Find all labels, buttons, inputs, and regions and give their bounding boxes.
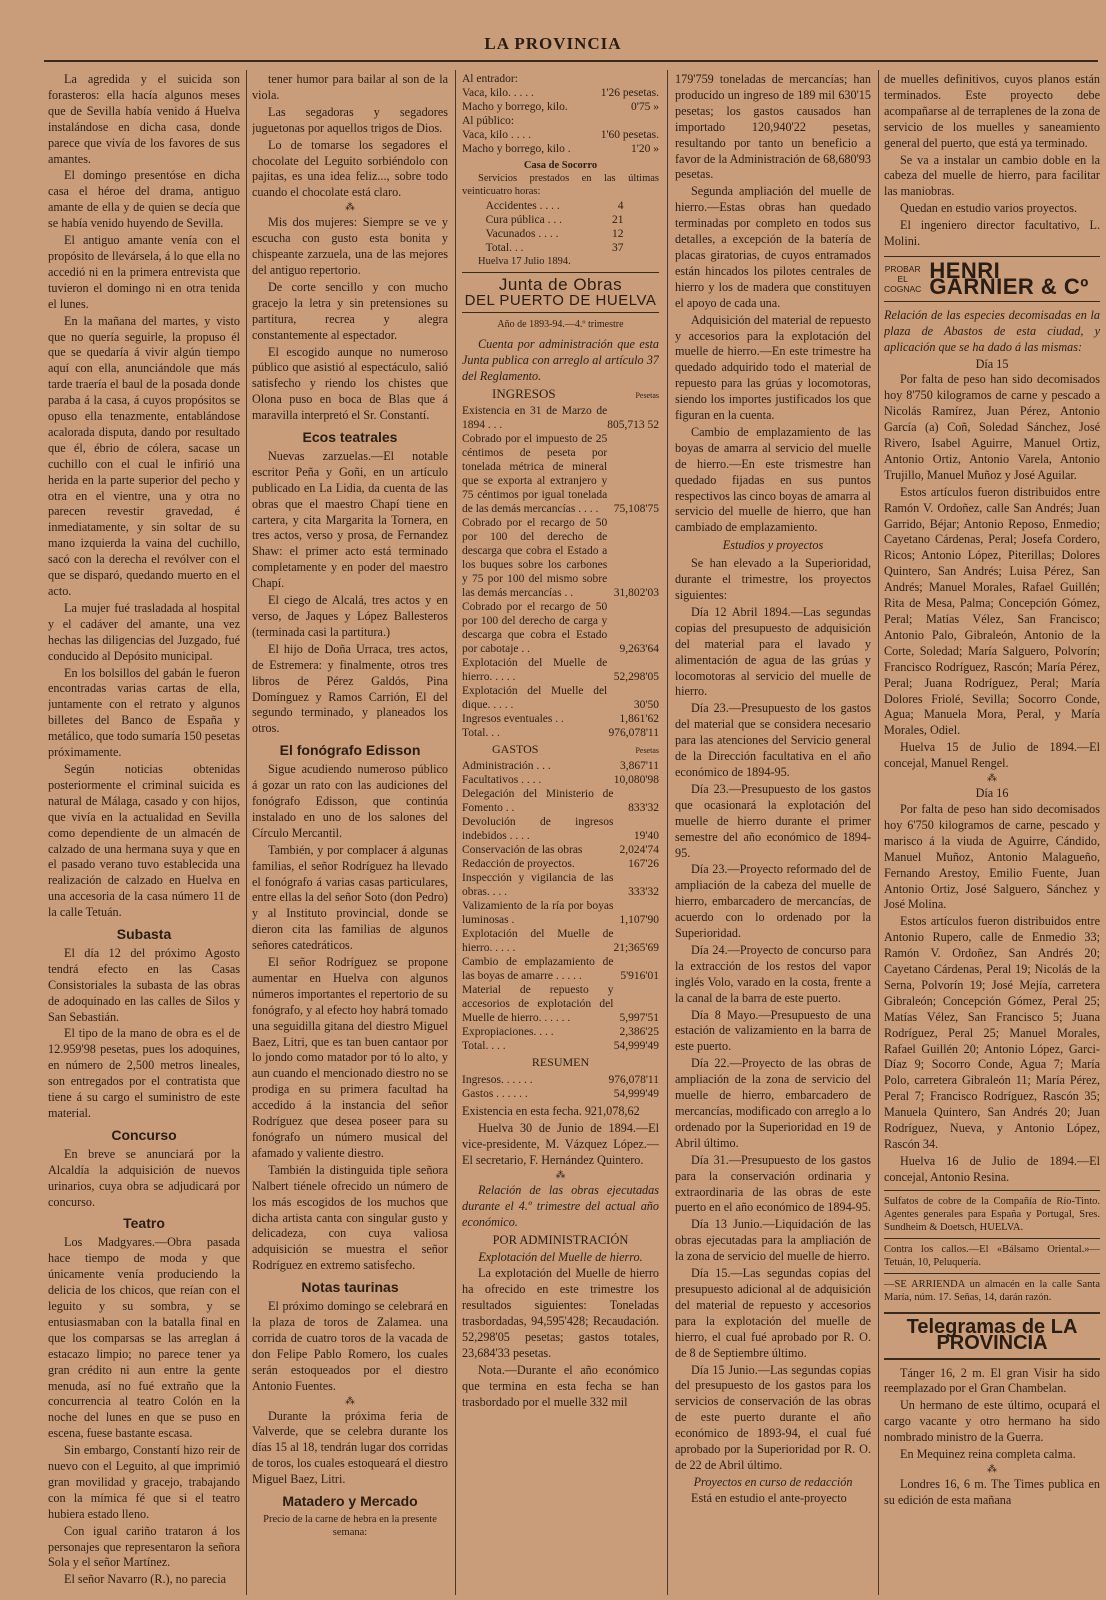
paragraph: La agredida y el suicida son forasteros: ella hacía algunos meses que de Sevilla había venido á Huelva instalándose en dicha casa, donde parece que vivía de los favores de sus amantes. xyxy=(48,72,240,166)
row-label: Existencia en 31 de Marzo de 1894 . . . xyxy=(462,405,608,432)
row-label: Total. . . xyxy=(462,727,500,740)
paragraph: Mis dos mujeres: Siempre se ve y escucha con gusto esta bonita y chispeante zarzuela, una de las mejores del antiguo repertorio. xyxy=(252,215,448,277)
paragraph: Nuevas zarzuelas.—El notable escritor Peña y Goñi, en un artículo publicado en La Lidia, da cuenta de las obras que el maestro Chapí tiene en cartera, y cita Margarita la Tornera, en tres actos, verso y prosa, de Fernandez Shaw: el primer acto está terminado completamente y en poder del maestro Chapí. xyxy=(252,448,448,591)
row-label: Explotación del Muelle de hierro. . . . . xyxy=(462,928,614,955)
page-title: LA PROVINCIA xyxy=(484,34,622,53)
column-divider xyxy=(878,70,879,1595)
row-value: 30'50 xyxy=(633,699,659,712)
column-divider xyxy=(667,70,668,1595)
paragraph: El antiguo amante venía con el propósito de llevársela, á lo que ella no accedió ni en la primera entrevista que tuvieron el domingo ni en otra tenida el lunes. xyxy=(48,233,240,311)
row-value: 21;365'69 xyxy=(613,942,659,955)
paragraph: Tánger 16, 2 m. El gran Visir ha sido reemplazado por el Gran Chambelan. xyxy=(884,1365,1100,1396)
proyectos-heading: Proyectos en curso de redacción xyxy=(693,1474,853,1489)
row-value: 19'40 xyxy=(633,830,659,843)
masthead xyxy=(0,0,1106,62)
classified-ad: —SE ARRIENDA un almacén en la calle Santa María, núm. 17. Señas, 14, darán razón. xyxy=(884,1273,1100,1304)
classified-ad: Contra los callos.—El «Bálsamo Oriental.»—Tetuán, 10, Peluquería. xyxy=(884,1238,1100,1269)
column-1 xyxy=(48,72,240,1592)
table-row xyxy=(462,726,659,740)
paragraph: Sin embargo, Constantí hizo reir de nuevo con el Leguito, al que imprimió gran movilidad y gracejo, trabajando con la mímica fé que si el teatro hubiera estado lleno. xyxy=(48,1443,240,1521)
table-row xyxy=(486,199,624,213)
table-row xyxy=(462,128,659,142)
paragraph: Londres 16, 6 m. The Times publica en su edición de esta mañana xyxy=(884,1476,1100,1507)
paragraph: Día 8 Mayo.—Presupuesto de una estación de valizamiento en la barra de este puerto. xyxy=(675,1007,871,1054)
paragraph: Día 23.—Proyecto reformado del de ampliación de la cabeza del muelle de hierro, embarcadero de mercancías, de acuerdo con lo ordenado por la Superioridad. xyxy=(675,862,871,941)
paragraph: Por falta de peso han sido decomisados hoy 6'750 kilogramos de carne, pescado y marisco á la viuda de Aguirre, Cándido, Manuel Muñoz, Antonio Malagueño, Fernando Arestoy, Emilio Fuente, Juan Antonio Ortiz, José Salguero, Sánchez y José Molina. xyxy=(884,801,1100,912)
table-row xyxy=(462,656,659,684)
section-heading-fonografo: El fonógrafo Edisson xyxy=(279,742,421,759)
paragraph: La mujer fué trasladada al hospital y el cadáver del amante, una vez hechas las diligencias del Juzgado, fué conducido al Depósito municipal. xyxy=(48,600,240,663)
telegramas-heading: Telegramas de LA PROVINCIA xyxy=(884,1312,1100,1360)
cognac-advertisement xyxy=(884,256,1100,302)
row-value: 5'916'01 xyxy=(620,970,659,983)
gastos-heading: GASTOS xyxy=(492,742,539,757)
row-label: Gastos . . . . . . xyxy=(462,1088,528,1101)
table-row xyxy=(462,712,659,726)
row-label: Vaca, kilo . . . . xyxy=(462,129,531,141)
row-label: Devolución de ingresos indebidos . . . . xyxy=(462,816,614,843)
pesetas-label: Pesetas xyxy=(635,746,659,756)
asterism: ⁂ xyxy=(987,1463,997,1475)
section-heading-ecos: Ecos teatrales xyxy=(302,429,398,446)
paragraph: Día 15 Junio.—Las segundas copias del presupuesto de los gastos para los servicios de conservación de las obras de este puerto durante el año económico de 1893-94, el cual fué aprobado por la Superioridad por R. O. de 22 de Abril último. xyxy=(675,1362,871,1472)
paragraph: Día 15.—Las segundas copias del presupuesto adicional al de adquisición del material de repuesto y accesorios para la explotación del muelle de hierro, el cual fué aprobado por R. O. de 8 de Septiembre último. xyxy=(675,1266,871,1360)
row-value: 75,108'75 xyxy=(613,503,659,516)
asterism: ⁂ xyxy=(345,1395,355,1407)
socorro-heading: Casa de Socorro xyxy=(523,160,598,171)
paragraph: El día 12 del próximo Agosto tendrá efecto en las Casas Consistoriales la subasta de las obras de adoquinado en las calles de Silos y San Sebastián. xyxy=(48,945,240,1024)
row-label: Accidentes . . . . xyxy=(485,200,560,212)
ingresos-table xyxy=(462,404,659,740)
administracion-heading: POR ADMINISTRACIÓN xyxy=(492,1232,629,1247)
paragraph: Día 13 Junio.—Liquidación de las obras ejecutadas para la ampliación de la zona de servicio del muelle de hierro. xyxy=(675,1217,871,1264)
row-label: Material de repuesto y accesorios de explotación del Muelle de hierro. . . . . . xyxy=(462,984,614,1025)
row-value: 10,080'98 xyxy=(613,774,659,787)
paragraph: Se han elevado a la Superioridad, durante el trimestre, los proyectos siguientes: xyxy=(675,556,871,602)
row-label: Valizamiento de la ría por boyas luminosas . xyxy=(462,900,614,927)
paragraph: Estos artículos fueron distribuidos entre Ramón V. Ordoñez, calle San Andrés; Juan Garrido, Béjar; Antonio Reposo, Enmedio; Cayetano Cárdenas, Peral; Josefa Cordero, Ricos; Antonio López, Piterillas; Dolores Quintero, San Andrés; Luisa Pérez, San Andrés; Manuel Morales, Rafael Guillén; Rita de Mesa, Palma; Concepción Gómez, Peral; Matías Vélez, San Francisco; Antonio Palo, Gibraleón, Antonio de la Corte, Soledad; María Salguero, Polvorín; Francisco Rodríguez, Rascón; María Pérez, Peral; Juana Rodríguez, Peral; María Dolores Friolé, Sevilla; Socorro Conde, Agua; Manuela Mora, Peral, y María Morales, Odiel. xyxy=(884,484,1100,738)
paragraph: Sigue acudiendo numeroso público á gozar un rato con las audiciones del fonógrafo Edisson, que continúa instalado en uno de los salones del Círculo Mercantil. xyxy=(252,762,448,840)
paragraph: En Mequinez reina completa calma. xyxy=(900,1447,1076,1462)
day-heading: Día 15 xyxy=(975,356,1009,371)
classified-ad: Sulfatos de cobre de la Compañía de Río-Tinto. Agentes generales para España y Portugal, Sres. Sundheim & Doetsch, HUELVA. xyxy=(884,1190,1100,1234)
row-value: 21 xyxy=(612,214,624,226)
paragraph: Los Madgyares.—Obra pasada hace tiempo de moda y que únicamente venía produciendo la delicia de los chicos, que reían con el leguito y su sombra, y se entusiasmaban con la batalla final en que los comparsas se las arreglan á estacazo limpio; no parece tener ya gran crédito ni aun entre la gente menuda, así no fué extraño que la concurrencia al teatro Colón en la noche del lunes en que se puso en escena, fuese bastante escasa. xyxy=(48,1235,240,1441)
paragraph: Precio de la carne de hebra en la presente semana: xyxy=(263,1513,437,1538)
paragraph: Durante la próxima feria de Valverde, que se celebra durante los días 15 al 18, tendrán lugar dos corridas de toros, los cuales estoqueará el diestro Miguel Baez, Litri. xyxy=(252,1408,448,1487)
ad-brand: HENRI GARNIER & Cº xyxy=(929,257,1089,299)
paragraph: El tipo de la mano de obra es el de 12.959'98 pesetas, pues los adoquines, en número de 2,500 metros lineales, son entregados por el contratista que tiene á su cargo el suministro de este material. xyxy=(48,1026,240,1120)
row-value: 2,024'74 xyxy=(619,844,659,857)
row-value: 5,997'51 xyxy=(619,1012,659,1025)
ingresos-heading: INGRESOS xyxy=(492,386,556,402)
paragraph: Relación de las obras ejecutadas durante el 4.º trimestre del actual año económico. xyxy=(462,1182,659,1229)
paragraph: Segunda ampliación del muelle de hierro.—Estas obras han quedado terminadas por completo en todos sus detalles, a excepción de la batería de placas giratorias, de cuyos entramados están hincados los pilotes centrales de hierro y los de madera que constituyen el apoyo de cada una. xyxy=(675,184,871,310)
row-value: 333'32 xyxy=(628,886,659,899)
row-label: Total. . . . xyxy=(462,1040,506,1053)
row-label: Cobrado por el recargo de 50 por 100 del derecho de carga y descarga que cobra el Estado por cabotaje . . xyxy=(462,601,608,656)
paragraph: Día 22.—Proyecto de las obras de ampliación de la zona de servicio del muelle de hierro, embarcadero de mercancías, modificado con arreglo a lo ordenado por la Superioridad en 19 de Abril último. xyxy=(675,1056,871,1150)
row-label: Ingresos. . . . . . xyxy=(462,1074,533,1087)
row-label: Cobrado por el recargo de 50 por 100 del derecho de descarga que cobra el Estado a los buques sobre los carbones y 75 por 100 del mismo sobre las demás mercancías . . xyxy=(462,517,608,600)
paragraph: Según noticias obtenidas posteriormente el criminal suicida es natural de Málaga, casado y con hijos, que vivía en la actualidad en Sevilla como dependiente de un almacén de calzado de una hermana suya y que en el pasado verano tuvo establecida una realización de calzado en Huelva en una accesoria de la casa número 11 de la calle Tetuán. xyxy=(48,761,240,920)
table-row xyxy=(462,600,659,656)
asterism: ⁂ xyxy=(345,202,355,214)
socorro-intro: Servicios prestados en las últimas veinticuatro horas: xyxy=(462,173,659,197)
table-row xyxy=(462,1039,659,1053)
row-label: Explotación del Muelle del dique. . . . . xyxy=(462,685,608,712)
paragraph: Por falta de peso han sido decomisados hoy 8'750 kilogramos de carne y pescado a Nicolás Ramírez, Juan Pérez, Antonio García (a) Coñ, Soledad Sánchez, José Rivero, Isabel Aguirre, Manuel Ortiz, Antonio Ortiz, Antonio Varela, Antonio Trujillo, Manuel Muñoz y José Aguilar. xyxy=(884,372,1100,482)
paragraph: En la mañana del martes, y visto que no quería seguirle, la propuso él que se quedaría á vivir algún tiempo aquí con ella, anunciándole que más tarde traería el baul de la posada donde paraba á la casa, á cuyos propósitos se opuso ella tenazmente, entablándose acalorada disputa, dando por resultado que él, ébrio de cólera, sacase un cuchillo con el cual le infirió una herida en la parte superior del pecho y otra en el vientre, una y otra no parecen revestir gravedad, é inmediatamente, y sin soltar de su mano izquierda la vaina del cuchillo, sacó con la derecha el revólver con el que se disparó, quedando muerto en el acto. xyxy=(48,313,240,598)
paragraph: Un hermano de este último, ocupará el cargo vacante y otro hermano ha sido nombrado ministro de la Guerra. xyxy=(884,1398,1100,1445)
section-heading-teatro: Teatro xyxy=(123,1215,165,1232)
column-divider xyxy=(246,70,247,1595)
paragraph: También, y por complacer á algunas familias, el señor Rodríguez ha llevado el fonógrafo á varias casas particulares, entre ellas la del señor Soto (don Pedro) y al Instituto provincial, donde se dieron cita las familias de algunos señores catedráticos. xyxy=(252,842,448,953)
row-label: Macho y borrego, kilo. xyxy=(462,101,568,113)
table-row xyxy=(462,142,659,156)
row-value: 52,298'05 xyxy=(613,671,659,684)
asterism: ⁂ xyxy=(987,773,997,785)
estudios-heading: Estudios y proyectos xyxy=(722,538,824,553)
row-value: 37 xyxy=(612,242,624,254)
row-label: Administración . . . xyxy=(462,760,551,773)
table-row xyxy=(462,100,659,114)
paragraph: Quedan en estudio varios proyectos. xyxy=(900,201,1078,216)
row-value xyxy=(590,72,659,86)
paragraph: Las segadoras y segadores juguetonas por aquellos trigos de Dios. xyxy=(252,104,448,135)
table-row xyxy=(462,955,659,983)
row-label: Conservación de las obras xyxy=(462,844,583,857)
paragraph: El señor Navarro (R.), no parecia xyxy=(64,1572,227,1587)
paragraph: El próximo domingo se celebrará en la plaza de toros de Zalamea. una corrida de cuatro toros de la vacada de don Felipe Pablo Romero, los cuales serán estoqueados por el diestro Antonio Fuentes. xyxy=(252,1299,448,1393)
row-label: Delegación del Ministerio de Fomento . . xyxy=(462,788,614,815)
row-value: 54,999'49 xyxy=(613,1040,659,1053)
resumen-table xyxy=(462,1073,659,1101)
paragraph: El ingeniero director facultativo, L. Molini. xyxy=(884,218,1100,249)
row-value: 2,386'25 xyxy=(619,1026,659,1039)
row-label: Al público: xyxy=(462,115,515,127)
paragraph: Cuenta por administración que esta Junta publica con arreglo al artículo 37 del Reglamento. xyxy=(462,336,659,383)
table-row xyxy=(486,241,624,255)
row-value: 1'60 pesetas. xyxy=(600,129,659,141)
row-value: 976,078'11 xyxy=(608,1074,659,1087)
table-row xyxy=(462,72,659,86)
row-label: Cobrado por el impuesto de 25 céntimos de peseta por tonelada métrica de mineral que se exporta al extranjero y 75 céntimos por igual tonelada de las demás mercancías . . . . xyxy=(462,433,608,516)
paragraph: de muelles definitivos, cuyos planos están terminados. Este proyecto debe acompañarse al de terraplenes de la zona de servicio de los muelles y saneamiento general del puerto, que está ya terminado. xyxy=(884,72,1100,150)
table-row xyxy=(462,787,659,815)
section-heading-subasta: Subasta xyxy=(116,926,172,943)
asterism: ⁂ xyxy=(555,1169,566,1181)
row-value: 833'32 xyxy=(628,802,659,815)
paragraph: En los bolsillos del gabán le fueron encontradas varias cartas de ella, juntamente con el retrato y algunos billetes del Banco de España y metálico, que todo sumaría 150 pesetas próximamente. xyxy=(48,665,240,760)
paragraph: tener humor para bailar al son de la viola. xyxy=(252,72,448,102)
paragraph: Día 23.—Presupuesto de los gastos que ocasionará la explotación del muelle de hierro durante el primer semestre del año económico de 1894-95. xyxy=(675,781,871,860)
table-row xyxy=(462,1025,659,1039)
paragraph: 179'759 toneladas de mercancías; han producido un ingreso de 189 mil 630'15 pesetas; los gastos causados han importado 120,940'22 pesetas, resultando por tanto un beneficio a favor de la Administración de 68,680'93 pesetas. xyxy=(675,72,871,182)
paragraph: Día 24.—Proyecto de concurso para la extracción de los restos del vapor inglés Volo, varado en la costa, frente a la canal de la barra de este puerto. xyxy=(675,942,871,1005)
row-label: Cura pública . . . xyxy=(485,214,562,226)
paragraph: Cambio de emplazamiento de las boyas de amarra al servicio del muelle de hierro.—En este trismestre han quedado fijadas en sus puntos respectivos las cinco boyas de amarra al servicio del muelle de hierro, que han cambiado de emplazamiento. xyxy=(675,424,871,535)
paragraph: Lo de tomarse los segadores el chocolate del Leguito sorbiéndolo con pajitas, es una idea feliz..., sobre todo cuando el chocolate está claro. xyxy=(252,137,448,200)
junta-title: Junta de Obras xyxy=(498,275,623,294)
junta-subtitle: DEL PUERTO DE HUELVA xyxy=(464,291,657,309)
table-row xyxy=(462,871,659,899)
paragraph: De corte sencillo y con mucho gracejo la letra y sin pretensiones su partitura, recrea y alegra constantemente al espectador. xyxy=(252,279,448,342)
row-label: Inspección y vigilancia de las obras. . . . xyxy=(462,872,614,899)
paragraph: Día 12 Abril 1894.—Las segundas copias del presupuesto de adquisición del material para el lavado y alimentación de agua de las grúas y locomotoras al servicio del muelle de hierro. xyxy=(675,604,871,699)
row-value: 3,867'11 xyxy=(619,760,659,773)
paragraph: El escogido aunque no numeroso público que asistió al espectáculo, salió satisfecho y riendo los chistes que Olona puso en boca de Blas que á maravilla interpretó el Sr. Constantí. xyxy=(252,344,448,423)
row-label: Vacunados . . . . xyxy=(485,228,559,240)
pesetas-label: Pesetas xyxy=(635,391,659,401)
row-value: 1'26 pesetas. xyxy=(600,87,659,99)
paragraph: El domingo presentóse en dicha casa el héroe del drama, antiguo amante de ella y de quien se decía que se había venido huyendo de Sevilla. xyxy=(48,168,240,231)
paragraph: Día 23.—Presupuesto de los gastos del material que se considera necesario para las atenciones del Servicio general de la Dirección facultativa en el año económico de 1894-95. xyxy=(675,701,871,779)
section-heading-matadero: Matadero y Mercado xyxy=(282,1493,418,1510)
row-label: Expropiaciones. . . . xyxy=(462,1026,554,1039)
dateline: Huelva 17 Julio 1894. xyxy=(478,256,571,267)
socorro-table xyxy=(486,199,624,255)
table-row xyxy=(462,773,659,787)
row-value: 167'26 xyxy=(628,858,659,871)
ad-tagline: PROBAR EL COGNAC xyxy=(884,263,922,294)
column-2 xyxy=(252,72,448,1592)
paragraph: Está en estudio el ante-proyecto xyxy=(691,1490,847,1505)
row-label: Explotación del Muelle de hierro. . . . . xyxy=(462,657,608,684)
junta-year: Año de 1893-94.—4.º trimestre xyxy=(497,318,624,330)
paragraph: Estos artículos fueron distribuidos entre Antonio Rupero, calle de Enmedio 33; Ramón V. Ordoñez, San Andrés 20; Cayetano Cárdenas, Peral 19; Nicolás de la Serna, Polvorín 19; José Mejía, carretera Gibraleón; Concepción Gómez, Peral 25; Matías Vélez, San Francisco 5; Juana Rodríguez, Peral 25; Manuel Morales, Rafael Guillén 20; Antonio López, Garci-Díaz 9; Socorro Conde, Agua 7; María Polo, carretera Gibraleón 11; María Pérez, Peral 7; Francisco Rodríguez, Rascón 35; Manuela Quintero, San Andrés 20; Juan Rodríguez, Nueva, y Antonio López, Rascón 34. xyxy=(884,914,1100,1151)
table-row xyxy=(462,404,659,432)
table-row xyxy=(462,684,659,712)
row-value: 31,802'03 xyxy=(613,587,659,600)
row-value: 54,999'49 xyxy=(613,1088,659,1101)
table-row xyxy=(486,227,624,241)
paragraph: Adquisición del material de repuesto y accesorios para la explotación del muelle de hierro.—En este trimestre ha quedado adquirido todo el material de repuesto para las grúas y locomotoras, siendo los importes justificados los que figuran en la cuenta. xyxy=(675,312,871,423)
section-heading-notas-taurinas: Notas taurinas xyxy=(301,1279,399,1296)
table-row xyxy=(486,213,624,227)
row-label: Al entrador: xyxy=(462,73,518,85)
row-value: 1'20 » xyxy=(631,143,659,155)
table-row xyxy=(462,983,659,1025)
table-row xyxy=(462,843,659,857)
row-value: 1,861'62 xyxy=(619,713,659,726)
table-row xyxy=(462,432,659,516)
table-row xyxy=(462,86,659,100)
table-row xyxy=(462,114,659,128)
row-value: 4 xyxy=(617,200,624,212)
row-label: Cambio de emplazamiento de las boyas de amarre . . . . . xyxy=(462,956,614,983)
column-3 xyxy=(462,72,659,1592)
paragraph: El ciego de Alcalá, tres actos y en verso, de Jaques y López Ballesteros (terminada casi la partitura.) xyxy=(252,593,448,639)
paragraph: También la distinguida tiple señora Nalbert tiénele ofrecido un número de los más escogidos de los muchos que dicha artista canta con singular gusto y delicadeza, con cuya valiosa adquisición se muestra el señor Rodríguez en extremo satisfecho. xyxy=(252,1162,448,1273)
paragraph: Se va a instalar un cambio doble en la cabeza del muelle de hierro, para facilitar las maniobras. xyxy=(884,152,1100,199)
paragraph: El señor Rodríguez se propone aumentar en Huelva con algunos números importantes el repertorio de su fonógrafo, y al efecto hoy habrá tomado una seguidilla gitana del diestro Miguel Baez, Litri, que es tan buen cantaor por lo jondo como matador por tó lo alto, y aun cuando el mencionado diestro no se prodiga en su primera facultad ha accedido á la instancia del señor Rodríguez que desea poseer para su fonógrafo un número musical del afamado y valiente diestro. xyxy=(252,955,448,1160)
table-row xyxy=(462,759,659,773)
table-row xyxy=(462,857,659,871)
header-rule xyxy=(44,60,1098,62)
table-row xyxy=(462,927,659,955)
row-value: 0'75 » xyxy=(631,101,659,113)
row-label: Facultativos . . . . xyxy=(462,774,542,787)
price-table xyxy=(462,72,659,156)
row-value: 9,263'64 xyxy=(619,643,659,656)
row-value xyxy=(590,114,659,128)
row-label: Total. . . xyxy=(485,242,524,254)
row-label: Ingresos eventuales . . xyxy=(462,713,564,726)
table-row xyxy=(462,1087,659,1101)
gastos-table xyxy=(462,759,659,1053)
row-value: 805,713 52 xyxy=(607,419,659,432)
day-heading: Día 16 xyxy=(975,786,1009,801)
column-4 xyxy=(675,72,871,1592)
row-value: 12 xyxy=(612,228,624,240)
existencia: Existencia en esta fecha. 921,078,62 xyxy=(462,1104,640,1119)
row-label: Vaca, kilo. . . . . xyxy=(462,87,534,99)
table-row xyxy=(462,899,659,927)
paragraph: El hijo de Doña Urraca, tres actos, de Estremera: y finalmente, otros tres libros de Pérez Galdós, Pina Domínguez y Ramos Carrión, El del segundo terminado, y planeados los otros. xyxy=(252,641,448,736)
paragraph: Relación de las especies decomisadas en la plaza de Abastos de esta ciudad, y aplicación que se ha dado á las mismas: xyxy=(884,307,1100,354)
table-row xyxy=(462,516,659,600)
column-5 xyxy=(884,72,1100,1592)
paragraph: En breve se anunciará por la Alcaldía la adquisición de nuevos urinarios, cuya obra se adjudicará por concurso. xyxy=(48,1146,240,1209)
row-label: Macho y borrego, kilo . xyxy=(462,143,571,155)
explotacion-heading: Explotación del Muelle de hierro. xyxy=(478,1250,643,1265)
table-row xyxy=(462,815,659,843)
column-divider xyxy=(455,70,456,1595)
row-value: 1,107'90 xyxy=(619,914,659,927)
paragraph: Nota.—Durante el año económico que termina en esta fecha se han trasbordado por el muelle 332 mil xyxy=(462,1362,659,1409)
row-value: 976,078'11 xyxy=(608,727,659,740)
section-heading-concurso: Concurso xyxy=(111,1126,177,1143)
row-label: Redacción de proyectos. xyxy=(462,858,575,871)
paragraph: Huelva 30 de Junio de 1894.—El vice-presidente, M. Vázquez López.—El secretario, F. Hernández Quintero. xyxy=(462,1121,659,1167)
resumen-heading: RESUMEN xyxy=(531,1055,590,1070)
paragraph: Huelva 15 de Julio de 1894.—El concejal, Manuel Rengel. xyxy=(884,740,1100,771)
table-row xyxy=(462,1073,659,1087)
paragraph: La explotación del Muelle de hierro ha ofrecido en este trimestre los resultados siguientes: Toneladas trasbordadas, 94,595'428; Recaudación. 52,298'05 pesetas; gastos totales, 23,684'33 pesetas. xyxy=(462,1266,659,1360)
paragraph: Día 31.—Presupuesto de los gastos para la conservación ordinaria y extraordinaria de las obras de este puerto en el año económico de 1894-95. xyxy=(675,1152,871,1215)
paragraph: Con igual cariño trataron á los personajes que representaron la señora Sola y el señor Martínez. xyxy=(48,1523,240,1570)
paragraph: Huelva 16 de Julio de 1894.—El concejal, Antonio Resina. xyxy=(884,1153,1100,1184)
